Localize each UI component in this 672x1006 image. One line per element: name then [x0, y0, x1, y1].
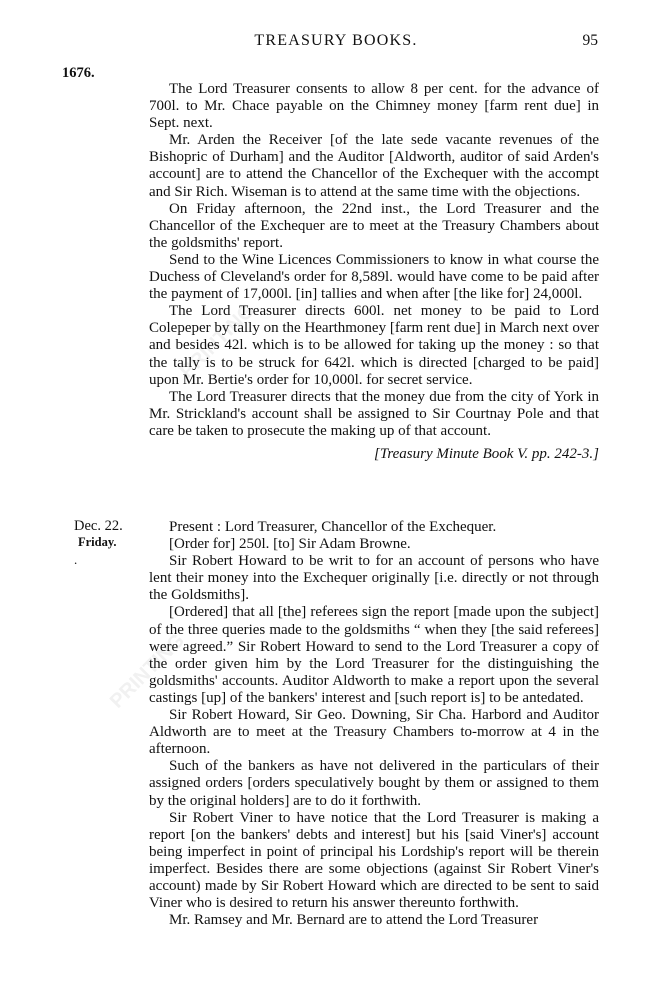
paragraph: [Ordered] that all [the] referees sign the report [made upon the subject] of the three queries made to the goldsmiths “ when they [the said referees] were agreed.” Sir Robert Howard to send to the Lord Treasurer a copy of the order given him by the Lord Treasurer for the distinguishing the goldsmiths' accounts. Auditor Aldworth to make a report upon the several castings [up] of the bankers' interest and [such report is] to be antedated. — [149, 604, 599, 706]
entry-section-1 — [149, 81, 599, 463]
entry-section-2 — [149, 519, 599, 929]
paragraph: [Order for] 250l. [to] Sir Adam Browne. — [169, 536, 411, 553]
margin-dot: . — [74, 552, 78, 567]
running-head — [0, 32, 672, 54]
paragraph: Such of the bankers as have not delivered in the particulars of their assigned orders [orders speculatively bought by them or assigned to them by the original holders] are to do it forthwith. — [149, 758, 599, 809]
paragraph: Sir Robert Howard, Sir Geo. Downing, Sir Cha. Harbord and Auditor Aldworth are to meet at the Treasury Chambers to-morrow at 4 in the afternoon. — [149, 707, 599, 758]
margin-date — [74, 518, 123, 550]
paragraph: Sir Robert Howard to be writ to for an account of persons who have lent their money into the Exchequer originally [i.e. directly or not through the Goldsmiths]. — [149, 553, 599, 604]
watermark: PRINTING — [105, 629, 189, 713]
paragraph: Present : Lord Treasurer, Chancellor of the Exchequer. — [169, 519, 497, 535]
page-title: TREASURY BOOKS. — [254, 32, 418, 49]
paragraph: Mr. Arden the Receiver [of the late sede vacante revenues of the Bishopric of Durham] and the Auditor [Aldworth, auditor of said Arden's account] are to attend the Chancellor of the Exchequer with the accompt and Sir Rich. Wiseman is to attend at the same time with the objections. — [149, 132, 599, 200]
citation: [Treasury Minute Book V. pp. 242-3.] — [374, 445, 599, 462]
paragraph: Send to the Wine Licences Commissioners to know in what course the Duchess of Cleveland's order for 8,589l. would have come to be paid after the payment of 17,000l. [in] tallies and when after [the like for] 24,000l. — [149, 251, 599, 303]
page-number: 95 — [582, 32, 598, 49]
watermark: PRINTING — [175, 299, 259, 383]
paragraph: The Lord Treasurer consents to allow 8 per cent. for the advance of 700l. to Mr. Chace payable on the Chimney money [farm rent due] in Sept. next. — [149, 81, 599, 132]
paragraph: The Lord Treasurer directs 600l. net money to be paid to Lord Colepeper by tally on the Hearthmoney [farm rent due] in March next over and besides 42l. which is to be allowed for taking up the money : so that the tally is to be struck for 642l. which is directed [charged to be paid] upon Mr. Bertie's order for 10,000l. for secret service. — [149, 303, 599, 388]
margin-year: 1676. — [62, 65, 95, 81]
paragraph: Mr. Ramsey and Mr. Bernard are to attend the Lord Treasurer — [169, 912, 539, 929]
paragraph: Sir Robert Viner to have notice that the Lord Treasurer is making a report [on the bankers' debts and interest] but his [said Viner's] account being imperfect in point of principal his Lordship's report will be therein imperfect. Besides there are some objections (against Sir Robert Viner's account) made by Sir Robert Howard which are directed to be sent to said Viner who is desired to return his answer thereunto forthwith. — [149, 809, 599, 912]
date-label: Dec. 22. — [74, 518, 123, 534]
paragraph: On Friday afternoon, the 22nd inst., the Lord Treasurer and the Chancellor of the Exchequer are to meet at the Treasury Chambers about the goldsmiths' report. — [149, 200, 599, 251]
paragraph: The Lord Treasurer directs that the money due from the city of York in Mr. Strickland's account shall be assigned to Sir Courtnay Pole and that care be taken to prosecute the making up of that account. — [149, 388, 599, 439]
day-label: Friday. — [78, 535, 117, 549]
